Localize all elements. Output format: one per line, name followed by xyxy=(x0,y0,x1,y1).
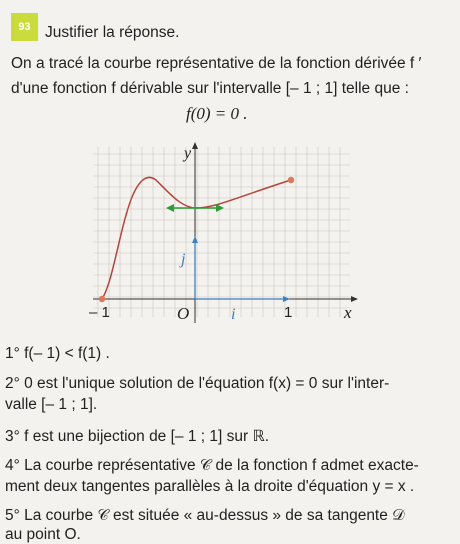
x-axis-label: x xyxy=(344,303,352,322)
statement-4-line-2: ment deux tangentes parallèles à la droite d'équation y = x . xyxy=(5,478,415,495)
curve-start-point xyxy=(99,296,105,302)
intro-line-1: On a tracé la courbe représentative de la fonction dérivée f ′ xyxy=(11,55,422,72)
derivative-graph xyxy=(88,142,370,330)
intro-line-2: d'une fonction f dérivable sur l'intervalle [– 1 ; 1] telle que : xyxy=(11,80,409,97)
y-axis-arrowhead xyxy=(192,142,198,149)
grid xyxy=(93,147,350,317)
instruction-text: Justifier la réponse. xyxy=(45,24,180,41)
condition-formula: f(0) = 0 . xyxy=(186,104,248,123)
origin-label: O xyxy=(177,304,190,323)
minus-one-label: – 1 xyxy=(89,304,110,321)
statement-2-line-2: valle [– 1 ; 1]. xyxy=(5,396,98,413)
statement-3: 3° f est une bijection de [– 1 ; 1] sur ℝ. xyxy=(5,428,270,445)
tangent-right-arrowhead xyxy=(216,204,224,212)
statement-5-line-2: au point O. xyxy=(5,526,81,543)
curve-end-point xyxy=(288,177,294,183)
statement-2-line-1: 2° 0 est l'unique solution de l'équation f(x) = 0 sur l'inter- xyxy=(5,375,390,392)
statement-4-line-1: 4° La courbe représentative 𝒞 de la fonction f admet exacte- xyxy=(5,457,419,474)
unit-vector-j-label: j⃗ xyxy=(181,251,198,268)
statement-5-line-1: 5° La courbe 𝒞 est située « au-dessus » de sa tangente 𝒟 xyxy=(5,507,405,524)
y-axis-label: y xyxy=(184,145,192,162)
tangent-left-arrowhead xyxy=(166,204,174,212)
x-axis-arrowhead xyxy=(351,296,358,302)
statement-1: 1° f(– 1) < f(1) . xyxy=(5,345,110,362)
one-label: 1 xyxy=(284,304,293,321)
unit-vector-i-label: i⃗ xyxy=(231,306,248,323)
derivative-curve xyxy=(102,177,291,299)
exercise-number-badge: 93 xyxy=(11,13,38,41)
